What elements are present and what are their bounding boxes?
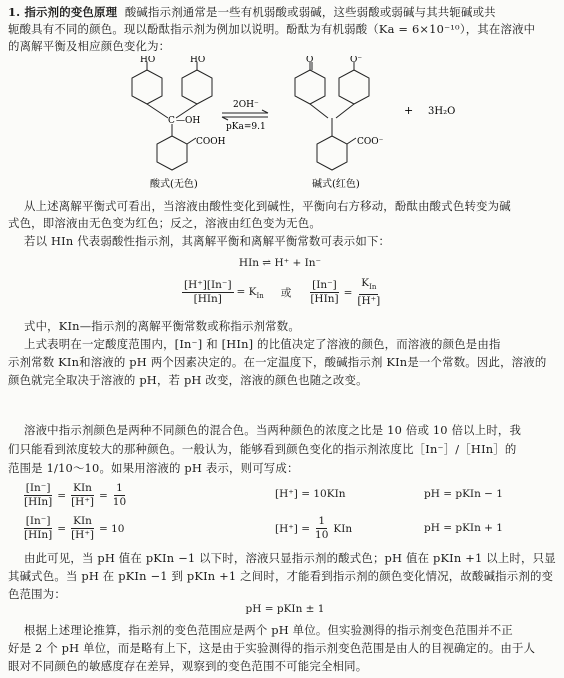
plus-sign: + [404, 104, 414, 117]
range-row-2 [22, 515, 124, 542]
acid-central-carbon: C [168, 116, 175, 126]
numerator: [H⁺][In⁻] [184, 279, 232, 292]
base-quinoid-ring [295, 70, 325, 104]
row-2-ph-expression: pH = pKIn + 1 [424, 522, 503, 534]
acid-left-phenol-ring [132, 70, 162, 104]
numerator: 1 [116, 482, 123, 494]
equals-sign: = [57, 489, 67, 502]
para1-line-1: 从上述离解平衡式可看出，当溶液由酸性变化到碱性，平衡向右方移动，酚酞由酸式色转变为碱 [24, 199, 511, 213]
fraction-h-in-over-hin [182, 279, 234, 306]
para1-line-2: 式色，即溶液由无色变为红色；反之，溶液由红色变为无色。 [8, 216, 321, 230]
para5-line-1: 根据上述理论推算，指示剂的变色范围应是两个 pH 单位。但实验测得的指示剂变色范围并不正 [24, 623, 513, 637]
section-heading: 1. 指示剂的变色原理 [8, 5, 118, 19]
base-form-label: 碱式(红色) [312, 179, 360, 190]
para4-line-2: 其碱式色。当 pH 在 pKIn −1 到 pKIn +1 之间时，才能看到指示剂的颜色变化情况，故酸碱指示剂的变 [8, 569, 554, 583]
equals-ten: = 10 [98, 522, 125, 535]
water-product: 3H₂O [428, 106, 456, 117]
denominator: [H⁺] [71, 496, 94, 508]
fraction [313, 515, 330, 542]
intro-line-1 [8, 4, 496, 21]
dissociation-constant-equation [182, 277, 382, 308]
subscript-in: In [256, 291, 264, 300]
equilibrium-equation: HIn ⇌ H⁺ + In⁻ [238, 257, 322, 269]
numerator: [In⁻] [312, 279, 337, 292]
fraction [111, 482, 128, 509]
numerator: KIn [73, 482, 92, 494]
acid-right-phenol-ring [182, 70, 212, 104]
base-keto-o: O [306, 56, 314, 65]
fraction [22, 515, 54, 542]
denominator: [H⁺] [357, 295, 381, 308]
acid-oh-top-right: HO [190, 56, 206, 65]
k: K [361, 277, 370, 289]
denominator: 10 [112, 496, 127, 508]
intro-text-1: 酸碱指示剂通常是一些有机弱酸或弱碱，这些弱酸或弱碱与其共轭碱或共 [124, 5, 496, 19]
arrow-top-label: 2OH⁻ [233, 100, 259, 110]
numerator: [In⁻] [25, 515, 51, 527]
kin: KIn [333, 522, 353, 535]
para3-line-1: 溶液中指示剂颜色是两种不同颜色的混合色。当两种颜色的浓度之比是 10 倍或 10 倍以上时，我 [24, 423, 522, 437]
equals-sign: = [57, 522, 67, 535]
para2-line-1: 式中，KIn—指示剂的离解平衡常数或称指示剂常数。 [24, 319, 300, 333]
denominator: 10 [315, 529, 329, 541]
para2-line-2: 上式表明在一定酸度范围内，[In⁻] 和 [HIn] 的比值决定了溶液的颜色，而溶液的颜色是由指 [24, 337, 501, 351]
subscript-in: In [369, 283, 377, 292]
phenolphthalein-reaction-diagram [0, 56, 564, 196]
intro-line-3: 的离解平衡及相应颜色变化为： [8, 39, 171, 53]
fraction [69, 515, 96, 542]
base-phenolate-ring [339, 70, 369, 104]
para4-line-1: 由此可见，当 pH 值在 pKIn −1 以下时，溶液只显指示剂的酸式色；pH 值在 pKIn +1 以上时，只显 [24, 551, 556, 565]
fraction-kin-over-h [355, 277, 382, 308]
equals-kin [237, 286, 264, 300]
para5-line-3: 眼对不同颜色的敏感度存在差异，观察到的变色范围不可能完全相同。 [8, 659, 368, 673]
equals-sign: = [343, 286, 353, 299]
base-o-minus: O⁻ [350, 56, 363, 65]
acid-cooh-group: COOH [196, 137, 226, 147]
or-word: 或 [280, 287, 292, 300]
transition-range-equation: pH = pKIn ± 1 [245, 603, 325, 615]
numerator: [In⁻] [25, 482, 51, 494]
h-equals: [H⁺] = [275, 522, 311, 535]
para2-line-4: 颜色就完全取决于溶液的 pH，若 pH 改变，溶液的颜色也随之改变。 [8, 373, 368, 387]
base-coo-group: COO⁻ [357, 137, 384, 147]
denominator: [HIn] [193, 293, 222, 306]
row-2-h-expression [275, 515, 352, 542]
equals-k: = K [236, 285, 257, 298]
equals-sign: = [98, 489, 108, 502]
para3-line-3: 范围是 1/10～10。如果用溶液的 pH 表示，则可写成： [8, 461, 299, 475]
fraction-in-over-hin [308, 279, 340, 306]
acid-form-label: 酸式(无色) [150, 179, 198, 190]
acid-oh-top-left: HO [140, 56, 156, 65]
denominator: [HIn] [24, 496, 53, 508]
range-row-1 [22, 482, 128, 509]
arrow-bottom-label: pKa=9.1 [226, 122, 266, 132]
denominator: [HIn] [310, 293, 339, 306]
numerator [359, 277, 378, 295]
denominator: [HIn] [24, 529, 53, 541]
intro-line-2: 轭酸具有不同的颜色。现以酚酞指示剂为例加以说明。酚酞为有机弱酸（Ka = 6×10⁻¹⁰），其在溶液中 [8, 22, 536, 36]
acid-benzoic-ring [157, 136, 187, 170]
numerator: KIn [73, 515, 92, 527]
para1-line-3: 若以 HIn 代表弱酸性指示剂，其离解平衡和离解平衡常数可表示如下： [24, 234, 391, 248]
fraction [69, 482, 96, 509]
fraction [22, 482, 54, 509]
denominator: [H⁺] [71, 529, 94, 541]
para3-line-2: 们只能看到浓度较大的那种颜色。一般认为，能够看到颜色变化的指示剂浓度比［In⁻］/［HIn］的 [8, 442, 517, 456]
numerator: 1 [318, 515, 326, 527]
acid-central-oh: —OH [176, 116, 201, 126]
row-1-h-expression: [H⁺] = 10KIn [275, 488, 346, 500]
para4-line-3: 色范围为： [8, 587, 66, 601]
para5-line-2: 好是 2 个 pH 单位，而是略有上下，这是由于实验测得的指示剂变色范围是由人的目视确定的。由于人 [8, 641, 536, 655]
base-benzoate-ring [317, 136, 347, 170]
row-1-ph-expression: pH = pKIn − 1 [424, 488, 503, 500]
para2-line-3: 示剂常数 KIn和溶液的 pH 两个因素决定的。在一定温度下，酸碱指示剂 KIn是一个常数。因此，溶液的 [8, 355, 547, 369]
